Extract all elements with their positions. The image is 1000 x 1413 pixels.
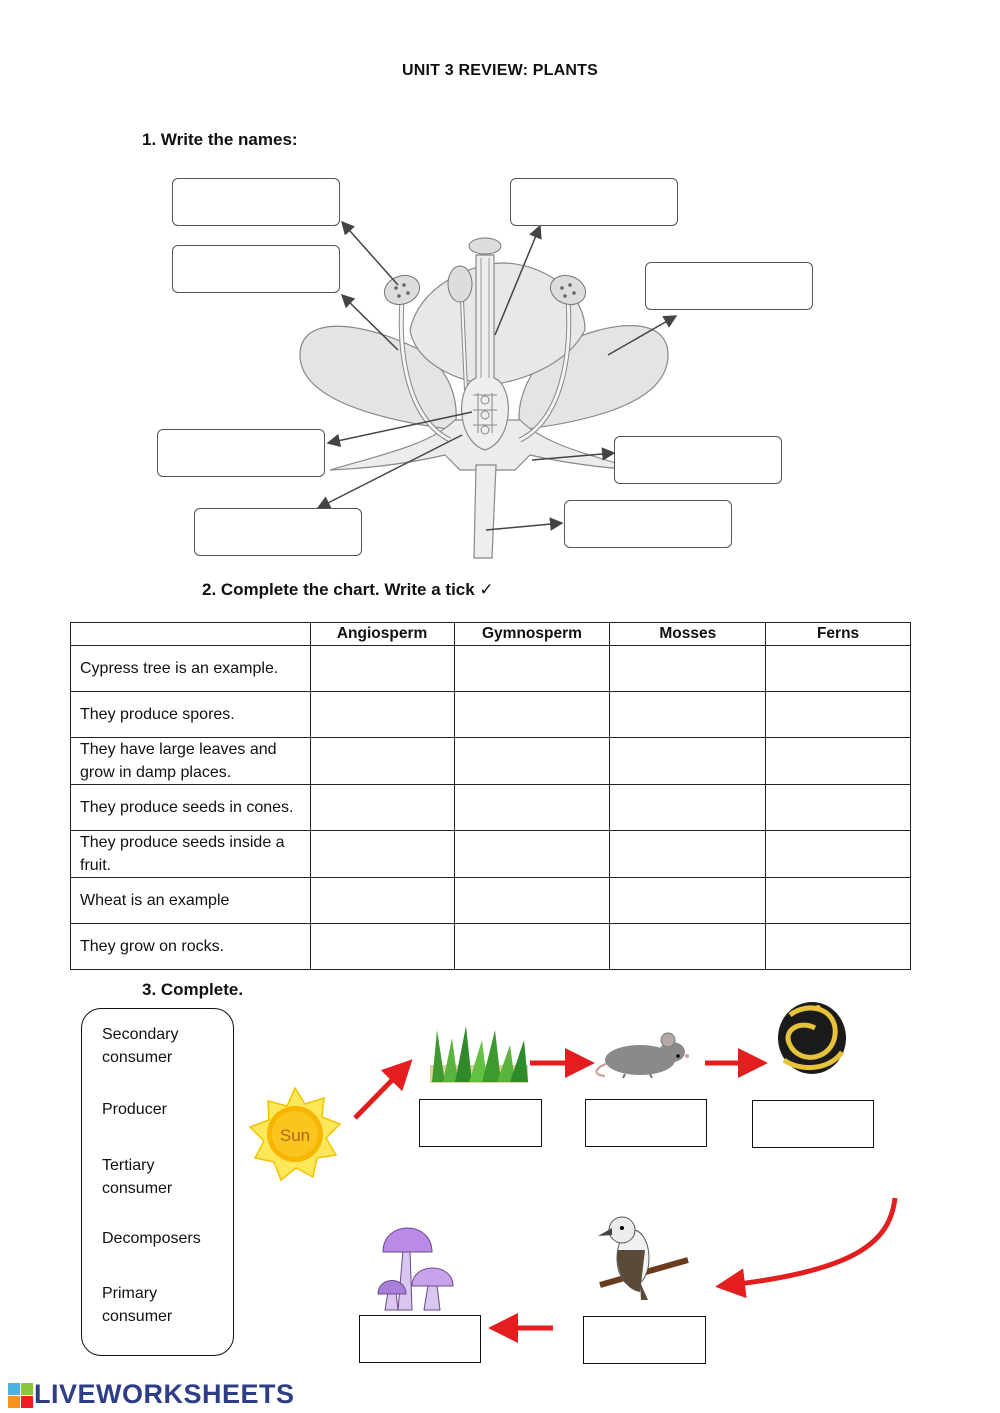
tick-cell[interactable] <box>310 738 454 785</box>
tick-cell[interactable] <box>454 646 610 692</box>
mouse-icon <box>596 1033 689 1078</box>
tick-cell[interactable] <box>454 738 610 785</box>
food-chain-box-grass[interactable] <box>419 1099 542 1147</box>
stem <box>474 465 496 558</box>
column-header <box>71 623 311 646</box>
column-header-angiosperm: Angiosperm <box>310 623 454 646</box>
food-chain <box>240 990 920 1380</box>
tick-cell[interactable] <box>610 738 766 785</box>
label-box-sepal[interactable] <box>614 436 782 484</box>
brand-logo-icon <box>8 1383 34 1409</box>
section-2-heading: 2. Complete the chart. Write a tick ✓ <box>202 580 494 599</box>
food-chain-box-mouse[interactable] <box>585 1099 707 1147</box>
table-row <box>71 646 911 692</box>
tick-cell[interactable] <box>310 692 454 738</box>
row-label: They have large leaves and grow in damp places. <box>71 738 311 785</box>
tick-cell[interactable] <box>454 831 610 878</box>
tick-cell[interactable] <box>766 878 911 924</box>
mushroom-icon <box>378 1228 453 1310</box>
brand-name: LIVEWORKSHEETS <box>34 1379 295 1409</box>
label-box-filament[interactable] <box>172 245 340 293</box>
label-box-stigma[interactable] <box>510 178 678 226</box>
tick-cell[interactable] <box>766 924 911 970</box>
tick-cell[interactable] <box>766 646 911 692</box>
tick-cell[interactable] <box>454 785 610 831</box>
chart-header-row <box>71 623 911 646</box>
table-row <box>71 878 911 924</box>
row-label: They produce seeds inside a fruit. <box>71 831 311 878</box>
label-box-ovary[interactable] <box>157 429 325 477</box>
row-label: Wheat is an example <box>71 878 311 924</box>
tick-cell[interactable] <box>610 878 766 924</box>
section-1-heading: 1. Write the names: <box>142 130 298 149</box>
row-label: They produce seeds in cones. <box>71 785 311 831</box>
label-box-petal[interactable] <box>645 262 813 310</box>
tick-cell[interactable] <box>610 831 766 878</box>
section-3-heading: 3. Complete. <box>142 980 244 999</box>
table-row <box>71 924 911 970</box>
food-chain-box-mushroom[interactable] <box>359 1315 481 1363</box>
table-row <box>71 692 911 738</box>
row-label: They grow on rocks. <box>71 924 311 970</box>
tick-cell[interactable] <box>766 785 911 831</box>
tick-cell[interactable] <box>610 924 766 970</box>
tick-cell[interactable] <box>454 878 610 924</box>
word-bank-item: Secondary consumer <box>102 1026 179 1066</box>
tick-cell[interactable] <box>310 924 454 970</box>
anther-left <box>380 271 423 310</box>
bird-icon <box>598 1217 688 1300</box>
page-title: UNIT 3 REVIEW: PLANTS <box>402 62 598 79</box>
column-header-gymnosperm: Gymnosperm <box>454 623 610 646</box>
row-label: Cypress tree is an example. <box>71 646 311 692</box>
column-header-mosses: Mosses <box>610 623 766 646</box>
row-label: They produce spores. <box>71 692 311 738</box>
classification-chart <box>70 622 911 970</box>
table-row <box>71 785 911 831</box>
column-header-ferns: Ferns <box>766 623 911 646</box>
tick-cell[interactable] <box>310 878 454 924</box>
word-bank-item: Tertiary consumer <box>102 1157 173 1197</box>
label-box-ovule[interactable] <box>194 508 362 556</box>
tick-cell[interactable] <box>610 785 766 831</box>
stigma <box>469 238 501 254</box>
tick-cell[interactable] <box>766 692 911 738</box>
table-row <box>71 831 911 878</box>
tick-cell[interactable] <box>766 738 911 785</box>
anther-middle <box>448 266 472 302</box>
sun-icon <box>250 1088 340 1180</box>
food-chain-box-bird[interactable] <box>583 1316 706 1364</box>
word-bank-item: Decomposers <box>102 1230 201 1247</box>
tick-cell[interactable] <box>310 646 454 692</box>
tick-cell[interactable] <box>454 692 610 738</box>
tick-cell[interactable] <box>610 692 766 738</box>
label-box-stem[interactable] <box>564 500 732 548</box>
tick-cell[interactable] <box>610 646 766 692</box>
label-box-anther[interactable] <box>172 178 340 226</box>
word-bank-item: Producer <box>102 1101 167 1118</box>
word-bank-item: Primary consumer <box>102 1285 173 1325</box>
table-row <box>71 738 911 785</box>
tick-cell[interactable] <box>766 831 911 878</box>
tick-cell[interactable] <box>310 785 454 831</box>
tick-cell[interactable] <box>310 831 454 878</box>
tick-cell[interactable] <box>454 924 610 970</box>
food-chain-box-snake[interactable] <box>752 1100 874 1148</box>
sun-label: Sun <box>279 1126 311 1145</box>
grass-icon <box>430 1026 528 1083</box>
word-bank <box>81 1008 234 1356</box>
snake-icon <box>778 1002 846 1074</box>
